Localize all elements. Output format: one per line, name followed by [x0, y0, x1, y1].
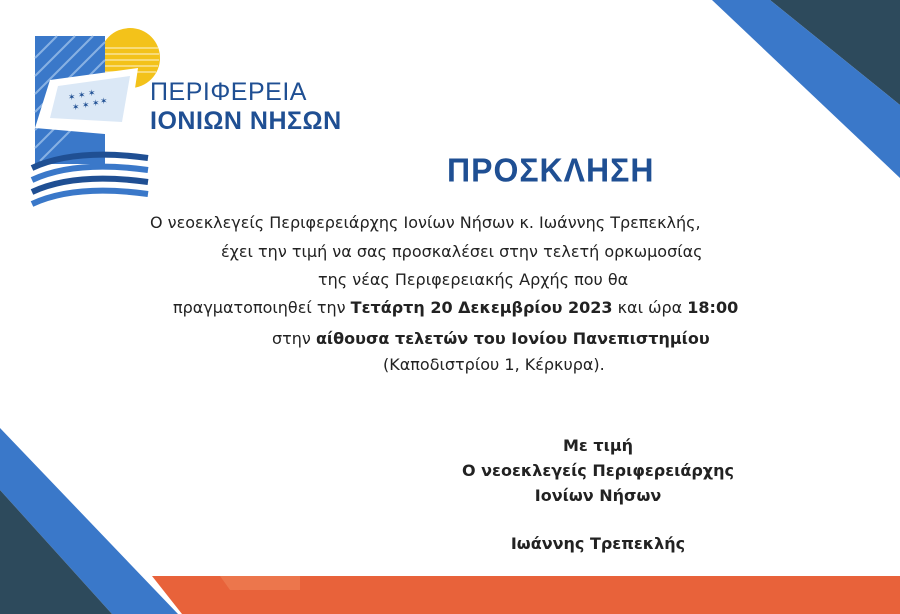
invitation-line-4-mid: και ώρα [612, 298, 688, 317]
event-date: Τετάρτη 20 Δεκεμβρίου 2023 [350, 298, 613, 317]
invitation-line-1: Ο νεοεκλεγείς Περιφερειάρχης Ιονίων Νήσων κ. Ιωάννης Τρεπεκλής, [150, 213, 701, 232]
signature-region: Ιονίων Νήσων [534, 486, 662, 505]
event-time: 18:00 [687, 298, 739, 317]
invitation-line-2: έχει την τιμή να σας προσκαλέσει στην τελετή ορκωμοσίας [221, 242, 703, 261]
svg-text:✶: ✶ [100, 97, 108, 107]
event-address: (Καποδιστρίου 1, Κέρκυρα). [383, 355, 605, 374]
svg-text:✶: ✶ [92, 99, 100, 109]
organization-name-line2: ΙΟΝΙΩΝ ΝΗΣΩΝ [150, 106, 342, 135]
bottom-orange-band-light [220, 576, 300, 590]
invitation-line-5-prefix: στην [272, 329, 316, 348]
invitation-line-4-prefix: πραγματοποιηθεί την [173, 298, 351, 317]
signature-closing: Με τιμή [562, 436, 633, 455]
svg-text:✶: ✶ [72, 103, 80, 113]
svg-text:✶: ✶ [78, 91, 86, 101]
svg-text:✶: ✶ [82, 101, 90, 111]
svg-text:✶: ✶ [68, 93, 76, 103]
event-venue: αίθουσα τελετών του Ιονίου Πανεπιστημίου [315, 329, 710, 348]
region-logo [30, 18, 160, 208]
organization-name [150, 78, 342, 136]
invitation-line-3: της νέας Περιφερειακής Αρχής που θα [318, 270, 629, 289]
invitation-line-5 [272, 329, 710, 348]
invitation-line-4 [173, 298, 738, 317]
signature-name: Ιωάννης Τρεπεκλής [510, 534, 686, 553]
svg-text:✶: ✶ [88, 89, 96, 99]
organization-name-line1: ΠΕΡΙΦΕΡΕΙΑ [150, 78, 307, 106]
invitation-title: ΠΡΟΣΚΛΗΣΗ [447, 151, 655, 189]
signature-role: Ο νεοεκλεγείς Περιφερειάρχης [461, 461, 734, 480]
